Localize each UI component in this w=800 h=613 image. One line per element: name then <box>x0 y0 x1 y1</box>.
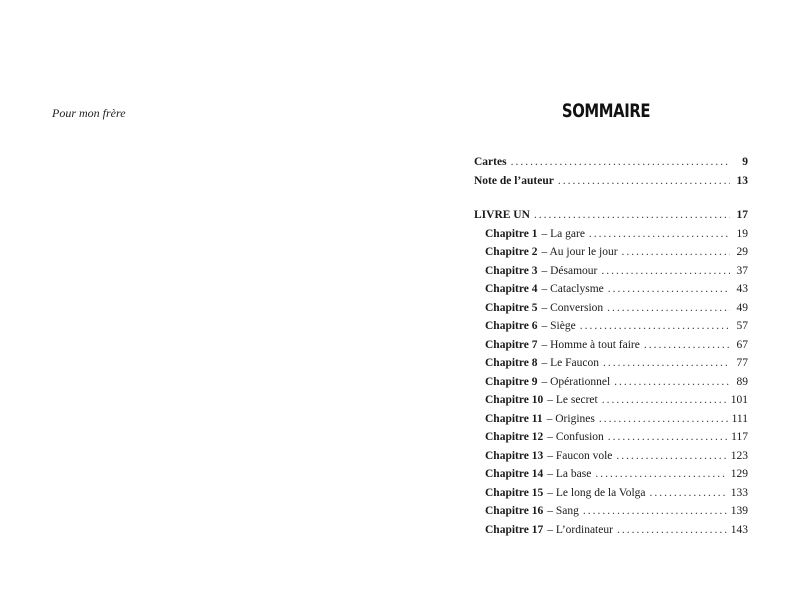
chapter-title: – Siège <box>541 320 576 332</box>
chapter-number: Chapitre 1 <box>485 227 538 240</box>
toc-chapter-row <box>474 376 748 395</box>
chapter-page: 133 <box>730 486 748 499</box>
toc-chapter-row <box>474 320 748 339</box>
toc-chapter-row <box>474 283 748 302</box>
chapter-page: 89 <box>736 375 748 388</box>
chapter-page: 37 <box>736 264 748 277</box>
chapter-number: Chapitre 15 <box>485 486 544 499</box>
chapter-title: – Cataclysme <box>541 283 604 295</box>
page-title: SOMMAIRE <box>561 100 651 122</box>
toc-book-label: LIVRE UN <box>474 209 530 221</box>
dot-leader <box>558 175 730 187</box>
toc-chapter-row <box>474 450 748 469</box>
dot-leader <box>595 468 726 480</box>
chapter-number: Chapitre 7 <box>485 338 538 351</box>
chapter-page: 117 <box>731 431 748 443</box>
table-of-contents <box>474 156 748 542</box>
toc-chapter-row <box>474 302 748 321</box>
dot-leader <box>622 246 730 258</box>
dot-leader <box>602 394 727 406</box>
dot-leader <box>583 505 727 517</box>
dot-leader <box>603 357 730 369</box>
chapter-list <box>474 228 748 543</box>
chapter-number: Chapitre 5 <box>485 301 538 314</box>
chapter-title: – La gare <box>541 227 585 240</box>
toc-entry-label: Note de l’auteur <box>474 174 554 187</box>
chapter-number: Chapitre 2 <box>485 246 538 258</box>
toc-chapter-row <box>474 394 748 413</box>
dot-leader <box>607 302 730 314</box>
dot-leader <box>614 376 730 388</box>
dot-leader <box>617 524 727 536</box>
toc-chapter-row <box>474 505 748 524</box>
chapter-page: 143 <box>730 523 748 536</box>
chapter-title: – Sang <box>547 505 579 517</box>
toc-chapter-row <box>474 339 748 358</box>
toc-chapter-row <box>474 357 748 376</box>
chapter-number: Chapitre 4 <box>485 283 538 295</box>
chapter-number: Chapitre 13 <box>485 449 544 462</box>
chapter-page: 43 <box>736 283 748 295</box>
toc-entry-page: 9 <box>742 156 748 168</box>
chapter-number: Chapitre 11 <box>485 412 543 425</box>
toc-entry-cartes <box>474 156 748 175</box>
chapter-title: – Faucon vole <box>547 449 613 462</box>
dot-leader <box>608 283 730 295</box>
toc-entry-label: Cartes <box>474 156 507 168</box>
chapter-title: – Le Faucon <box>541 357 599 369</box>
toc-chapter-row <box>474 487 748 506</box>
chapter-page: 29 <box>736 246 748 258</box>
dot-leader <box>511 156 730 168</box>
chapter-page: 139 <box>730 505 748 517</box>
chapter-title: – La base <box>547 468 592 480</box>
dot-leader <box>534 209 730 221</box>
chapter-number: Chapitre 8 <box>485 357 538 369</box>
dot-leader <box>650 487 727 499</box>
chapter-page: 57 <box>736 320 748 332</box>
dot-leader <box>601 265 730 277</box>
chapter-page: 67 <box>736 338 748 351</box>
chapter-page: 77 <box>736 357 748 369</box>
chapter-number: Chapitre 10 <box>485 394 544 406</box>
chapter-title: – Origines <box>546 412 595 425</box>
toc-entry-note-auteur <box>474 175 748 194</box>
dedication: Pour mon frère <box>52 106 126 120</box>
chapter-title: – Le secret <box>547 394 598 406</box>
toc-entry-page: 17 <box>736 209 748 221</box>
chapter-title: – Homme à tout faire <box>541 338 640 351</box>
dot-leader <box>616 450 726 462</box>
dot-leader <box>608 431 727 443</box>
chapter-number: Chapitre 14 <box>485 468 544 480</box>
chapter-title: – Confusion <box>547 431 604 443</box>
toc-chapter-row <box>474 228 748 247</box>
chapter-number: Chapitre 12 <box>485 431 544 443</box>
toc-chapter-row <box>474 246 748 265</box>
chapter-title: – Conversion <box>541 301 604 314</box>
toc-chapter-row <box>474 468 748 487</box>
dot-leader <box>580 320 730 332</box>
chapter-title: – Opérationnel <box>541 375 611 388</box>
chapter-number: Chapitre 16 <box>485 505 544 517</box>
toc-chapter-row <box>474 265 748 284</box>
toc-entry-livre-un <box>474 209 748 228</box>
chapter-page: 129 <box>730 468 748 480</box>
chapter-title: – L’ordinateur <box>547 523 613 536</box>
chapter-page: 49 <box>736 301 748 314</box>
toc-entry-page: 13 <box>736 174 748 187</box>
toc-chapter-row <box>474 431 748 450</box>
toc-chapter-row <box>474 524 748 543</box>
chapter-page: 123 <box>730 449 748 462</box>
chapter-number: Chapitre 6 <box>485 320 538 332</box>
dot-leader <box>599 413 728 425</box>
chapter-title: – Désamour <box>541 264 598 277</box>
chapter-page: 19 <box>736 227 748 240</box>
chapter-page: 101 <box>730 394 748 406</box>
chapter-number: Chapitre 9 <box>485 375 538 388</box>
chapter-title: – Le long de la Volga <box>547 486 646 499</box>
chapter-number: Chapitre 17 <box>485 523 544 536</box>
chapter-page: 111 <box>731 412 748 425</box>
chapter-title: – Au jour le jour <box>541 246 618 258</box>
chapter-number: Chapitre 3 <box>485 264 538 277</box>
toc-chapter-row <box>474 413 748 432</box>
dot-leader <box>644 339 730 351</box>
dot-leader <box>589 228 730 240</box>
